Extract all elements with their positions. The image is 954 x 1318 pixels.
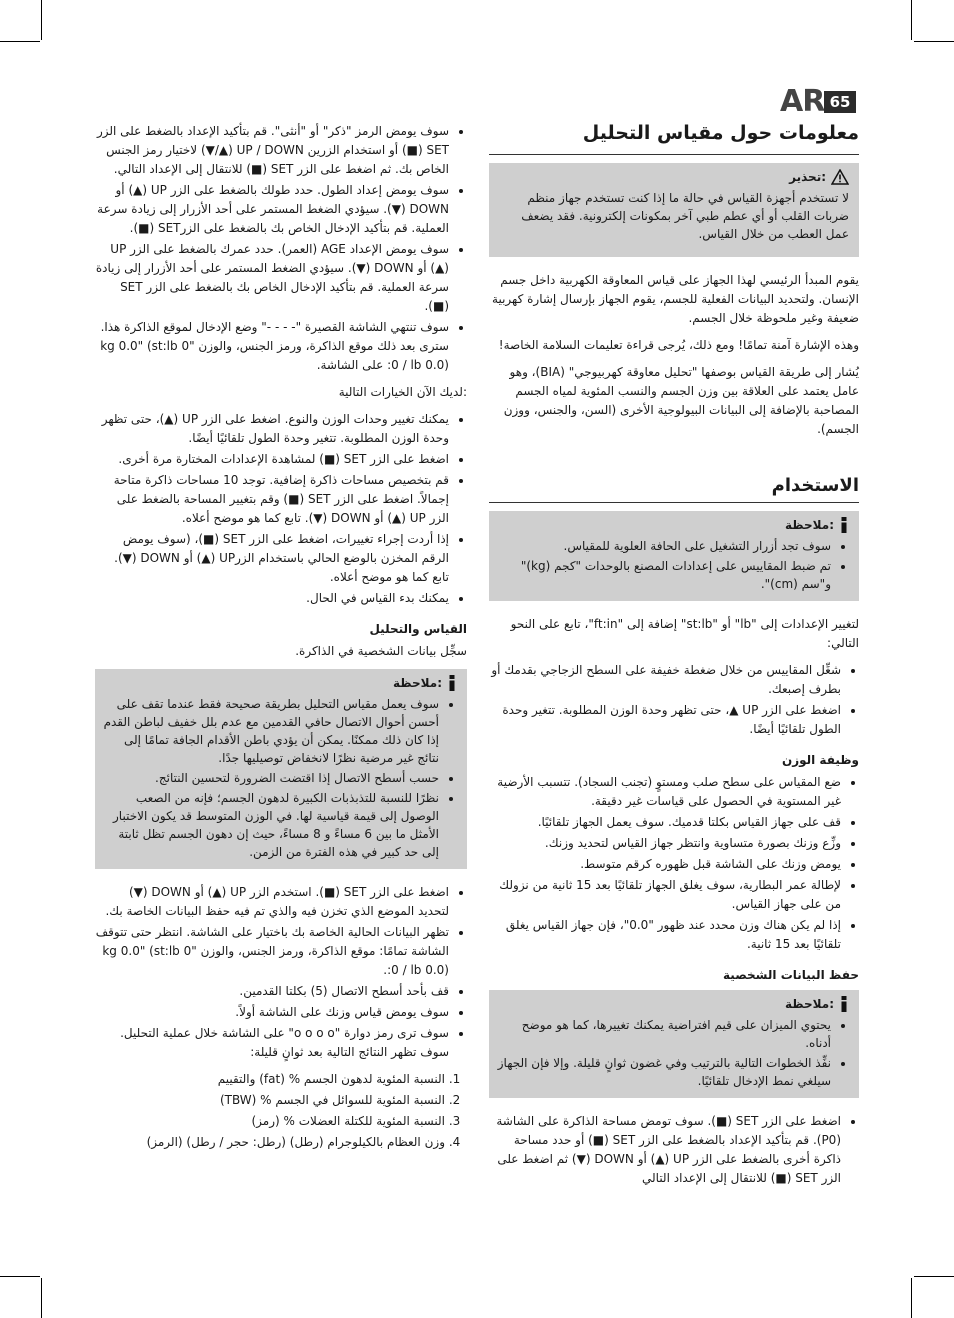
list-item: • اضغط على الزر SET (■). استخدم الزر UP (▲) أو DOWN (▼) لتحديد الموضع الذي تخزن فيه والذي تم فيه حفظ البيانات الخاصة بك. — [95, 883, 449, 921]
note-label: :ملاحظة — [785, 997, 834, 1011]
list-item: • سوف يومض الرمز "ذكر" أو "أنثى". قم بتأكيد الإعداد بالضغط على الزر SET (■) أو استخدام الزرين UP / DOWN (▲/▼) لاختيار رمز الجنس الخاص بك. ثم اضغط على الزر SET (■) للانتقال إلى الإعداد التالي. — [95, 122, 449, 179]
crop-mark — [911, 0, 912, 40]
list-item: • اضغط على الزر SET (■) لمشاهدة الإعدادات المختارة مرة أخرى. — [95, 450, 449, 469]
result-item: 2. النسبة المئوية للسوائل في الجسم % (TBW) — [95, 1091, 445, 1110]
note-title — [103, 675, 457, 691]
paragraph: يقوم المبدأ الرئيسي لهذا الجهاز على قياس المعاوقة الكهربية داخل جسم الإنسان. ولتحديد البيانات الفعلية للجسم، يقوم الجهاز بإرسال إشارة كهربية ضعيفة وغير ملحوظة خلال الجسم. — [492, 273, 859, 325]
list-item: • يمكنك بدء القياس في الحال. — [95, 589, 449, 608]
list-item: • قف بأحد أسطح الاتصال (5) بكلتا القدمين. — [95, 982, 449, 1001]
crop-mark — [0, 1276, 40, 1277]
result-item: 1. النسبة المئوية لدهون الجسم % (fat) والتقييم — [95, 1070, 445, 1089]
page-title: معلومات حول مقياس التحليل — [489, 122, 859, 155]
list-item: • سوف تنتهي الشاشة القصيرة "- - - -" وضع الإدخال لموقع الذاكرة هذا. سترى بعد ذلك موقع الذاكرة، ورمز الجنس، والوزن "kg 0.0" (st:lb 0 :0 / lb 0.0) على الشاشة. — [95, 318, 449, 375]
warning-text: لا تستخدم أجهزة القياس في حالة ما إذا كنت تستخدم جهاز منظم ضربات القلب أو أي عطم طبي آخر بمكونات إلكترونية. فقد يضعف عمل العطب من خلال القياس. — [521, 191, 849, 241]
list-item: • نظرًا للنسبة للتذبذبات الكبيرة لدهون الجسم؛ فإنه من الصعب الوصول إلى قيمة قياسية لها. في الوزن المتوسط قد يكون الاختبار الأمثل ما بين 6 مساءً و 8 مساءً، حيث إن دهون الجسم تظل ثابتة إلى حد كبير في هذه الفترة من الزمن. — [103, 789, 439, 861]
left-column — [95, 122, 467, 1160]
warning-box — [489, 163, 859, 257]
result-item: 3. النسبة المئوية للكتلة العضلات % (رمز) — [95, 1112, 445, 1131]
list-item: • ضع المقياس على سطح صلب ومستوٍ (تجنب السجاد). تتسبب الأرضية غير المستوية في الحصول على قياسات غير دقيقة. — [489, 773, 841, 811]
list-item: • يحتوي الميزان على قيم افتراضية يمكنك تغييرها، كما هو موضح أدناه. — [497, 1016, 831, 1052]
list-item: • يومض وزنك على الشاشة قبل ظهوره كرقم متوسط. — [489, 855, 841, 874]
section-title-use: الاستخدام — [489, 475, 859, 503]
list-item: • اضغط على الزر UP ▲، حتى تظهر وحدة الوزن المطلوبة. تتغير وحدة الطول تلقائيًا أيضًا. — [489, 701, 841, 739]
crop-mark — [914, 41, 954, 42]
list-item: • قم بتخصيص مساحات ذاكرة إضافية. توجد 10 مساحات ذاكرة متاحة إجمالاً. اضغط على الزر SET (■) وقم بتغيير المساحة بالضغط على الزر UP (▲) أو DOWN (▼). تابع كما هو موضح أعلاه. — [95, 471, 449, 528]
crop-mark — [911, 1278, 912, 1318]
list-item: • حسب أسطح الاتصال إذا اقتضت الضرورة لتحسين النتائج. — [103, 769, 439, 787]
info-icon — [839, 996, 849, 1012]
list-item: • وزِّع وزنك بصورة متساوية وانتظر جهاز القياس لتحديد وزنك. — [489, 834, 841, 853]
note-title — [497, 517, 849, 533]
paragraph: يُشار إلى طريقة القياس بوصفها "تحليل معاوقة كهربيوجي" (BIA)، وهو عامل يعتمد على العلاقة بين وزن الجسم والنسب المئوية لمياه الجسم المصاحبة بالإضافة إلى البيانات البيولوجية الأخرى (السن، والجنس، ووزن الجسم). — [503, 365, 859, 436]
page-number: 65 — [824, 91, 856, 113]
note-box — [489, 990, 859, 1098]
list-item: • إذا أردت إجراء تغييرات، اضغط على الزر SET (■)، (سوف يومض الرقم المخزن بالوضع الحالي باستخدام الزرUP (▲) أو DOWN (▼). تابع كما هو موضح أعلاه. — [95, 530, 449, 587]
note-box — [489, 511, 859, 601]
info-icon — [447, 675, 457, 691]
list-item: • سوف يومض إعداد الطول. حدد طولك بالضغط على الزر UP (▲) أو DOWN (▼). سيؤدي الضغط المستمر على أحد الأزرار إلى زيادة سرعة العملية. قم بتأكيد الإدخال الخاص بك بالضغط على الزرSET (■). — [95, 181, 449, 238]
result-item: 4. وزن العظام بالكيلوجرام (رطل) (رطل: حجر / رطل) (الرمز) — [95, 1133, 445, 1152]
paragraph: وهذه الإشارة آمنة تمامًا! ومع ذلك، يُرجى قراءة تعليمات السلامة الخاصة! — [498, 338, 859, 352]
list-item: • اضغط على الزر SET (■). سوف تومض مساحة الذاكرة على الشاشة (P0). قم بتأكيد الإعداد بالضغط على الزر SET (■) أو حدد مساحة ذاكرة أخرى بالضغط على الزر UP (▲) أو DOWN (▼) ثم اضغط على الزر SET (■) للانتقال إلى الإعداد التالي — [489, 1112, 841, 1188]
list-item: • لإطالة عمر البطارية، سوف يغلق الجهاز تلقائيًا بعد 15 ثانية من نزولك من على جهاز القياس. — [489, 876, 841, 914]
list-item: • سوف ترى رمز دوارة "o o o o" على الشاشة خلال عملية التحليل. سوف تظهر النتائج التالية بعد ثوانٍ قليلة: — [95, 1024, 449, 1062]
language-code: AR — [780, 84, 825, 119]
subsection-title-analysis: القياس والتحليل — [369, 622, 467, 636]
right-column — [489, 122, 859, 1196]
paragraph: سجِّل بيانات الشخصية في الذاكرة. — [295, 644, 467, 658]
list-item: • تظهر البيانات الحالية الخاصة بك باختيار على الشاشة. انتظر حتى تتوقف الشاشة تمامًا: موقع الذاكرة، ورمز الجنس، والوزن "kg 0.0" (st:lb 0 :0 / lb 0.0). — [95, 923, 449, 980]
crop-mark — [41, 0, 42, 40]
list-item: • سوف يومض قياس وزنك على الشاشة أولاً. — [95, 1003, 449, 1022]
list-item: • سوف يعمل مقياس التحليل بطريقة صحيحة فقط عندما تقف على أحسن أحوال الاتصال حافي القدمين مع عدم بلل خفيف لباطن القدم إذا كان ذلك ممكنًا. يمكن أن يؤدي باطن الأقدام الجافة تمامًا إلى نتائج غير مرضية نظرًا لانخفاض توصيليها جدًا. — [103, 695, 439, 767]
warning-label: :تحذير — [789, 170, 826, 184]
list-item: • شغِّل المقاييس من خلال ضغطة خفيفة على السطح الزجاجي بقدمك أو بطرف إصبعك. — [489, 661, 841, 699]
crop-mark — [914, 1276, 954, 1277]
page-header — [780, 84, 880, 119]
subsection-title-weigh: وظيفة الوزن — [781, 753, 859, 767]
crop-mark — [41, 1278, 42, 1318]
warning-title — [497, 169, 849, 185]
info-icon — [839, 517, 849, 533]
list-item: • سوف يومض الإعداد AGE (العمر). حدد عمرك بالضغط على الزر UP (▲) أو DOWN (▼). سيؤدي الضغط المستمر على أحد الأزرار إلى زيادة سرعة العملية. قم بتأكيد الإدخال الخاص بك بالضغط على الزر SET (■). — [95, 240, 449, 316]
list-item: • سوف تجد أزرار التشغيل على الحافة العلوية للمقياس. — [497, 537, 831, 555]
list-item: • قف على جهاز القياس بكلتا قدميك. سوف يعمل الجهاز تلقائيًا. — [489, 813, 841, 832]
list-item: • تم ضبط المقاييس على إعدادات المصنع بالوحدات "كجم (kg)" و"سم (cm)". — [497, 557, 831, 593]
note-label: :ملاحظة — [785, 518, 834, 532]
paragraph: لتغيير الإعدادات إلى "lb" أو "st:lb" إضافة إلى "ft:in"، تابع على النحو التالي: — [510, 617, 859, 650]
note-title — [497, 996, 849, 1012]
warning-icon — [831, 169, 849, 185]
list-item: • إذا لم يكن هناك وزن محدد عند ظهور "0.0"، فإن جهاز القياس يغلق تلقائيًا بعد 15 ثانية. — [489, 916, 841, 954]
note-box — [95, 669, 467, 869]
note-label: :ملاحظة — [393, 676, 442, 690]
list-item: • يمكنك تغيير وحدات الوزن والنوع. اضغط على الزر UP (▲)، حتى تظهر وحدة الوزن المطلوبة. تتغير وحدة الطول تلقائيًا أيضًا. — [95, 410, 449, 448]
crop-mark — [0, 41, 40, 42]
subsection-title-save: حفظ البيانات الشخصية — [723, 968, 859, 982]
list-item: • نفِّذ الخطوات التالية بالترتيب وفي غضون ثوانٍ قليلة. وإلا فإن الجهاز سيلغي نمط الإدخال تلقائيًا. — [497, 1054, 831, 1090]
paragraph: :لديك الآن الخيارات التالية — [338, 385, 467, 399]
